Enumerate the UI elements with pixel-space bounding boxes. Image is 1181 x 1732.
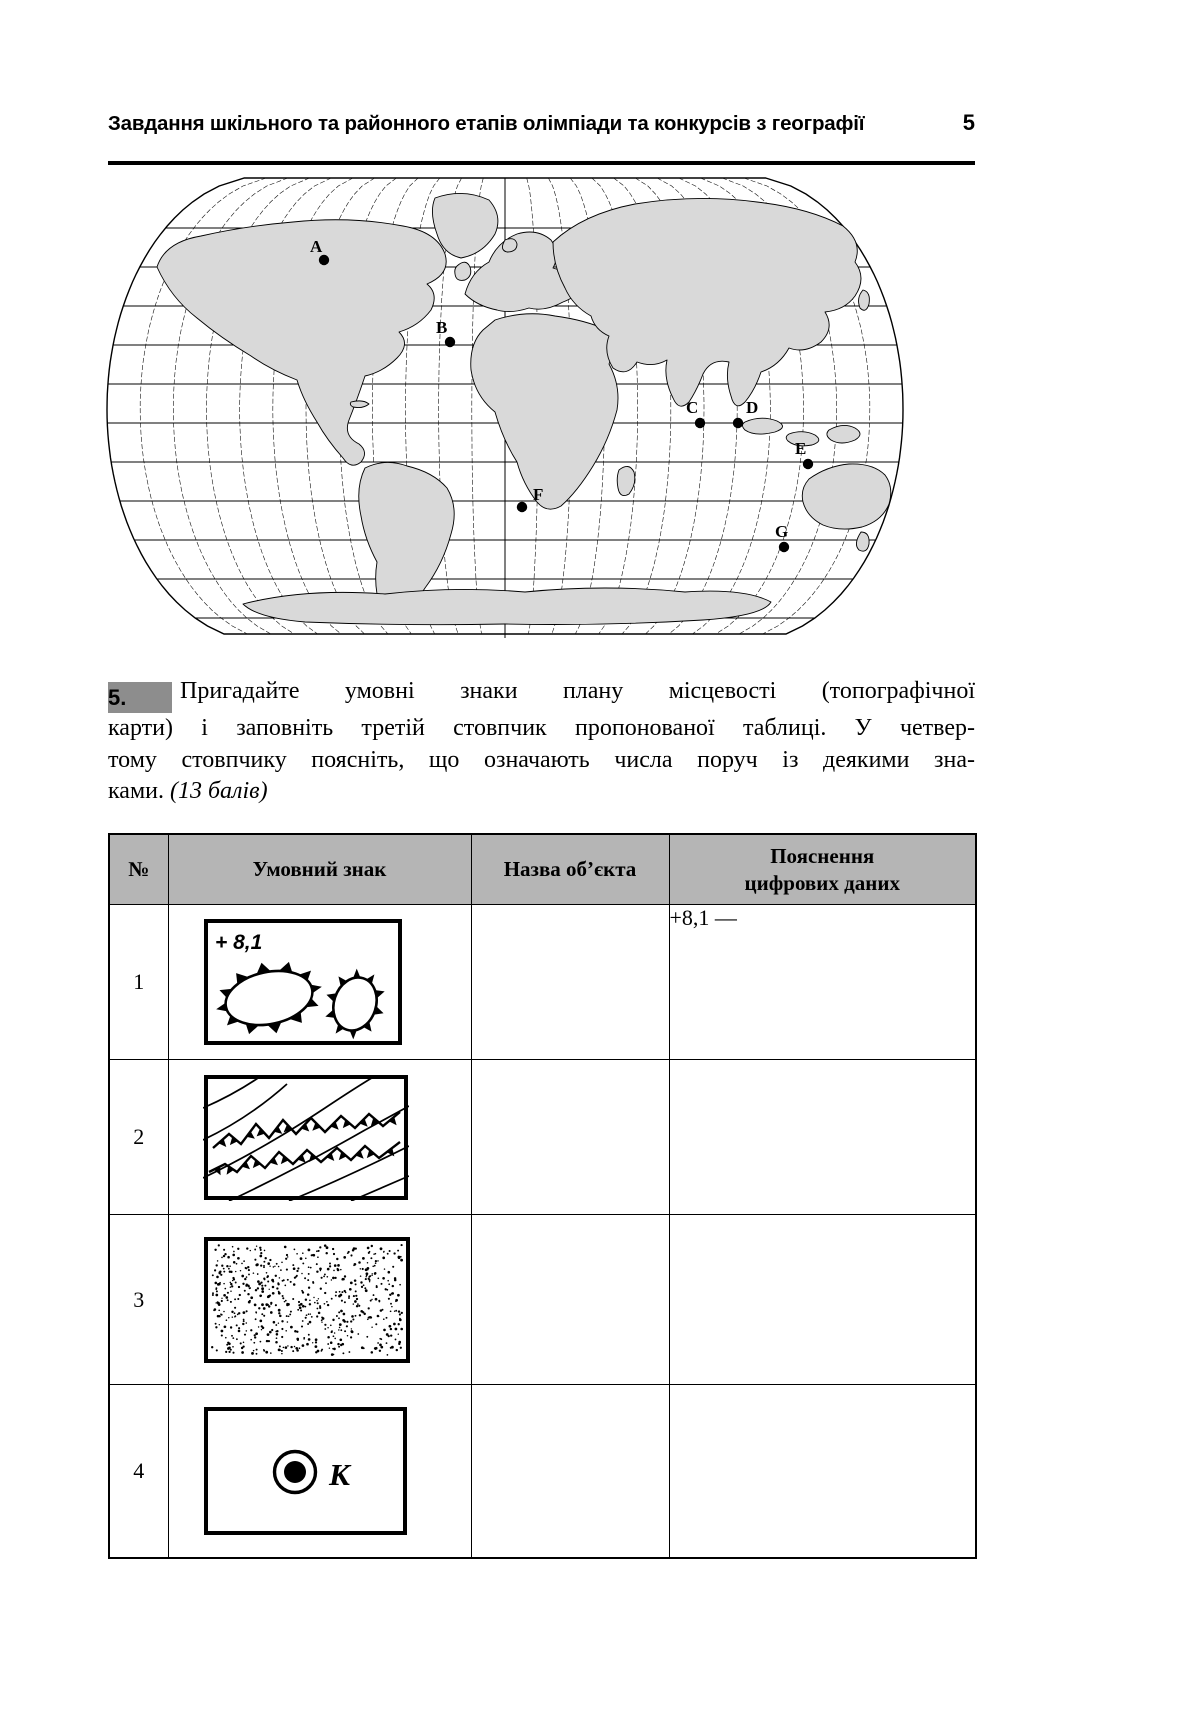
ravine-edge	[209, 1142, 400, 1172]
ravine-tooth	[218, 1138, 226, 1146]
ravine-tooth	[301, 1123, 309, 1131]
landmass	[743, 418, 783, 434]
ravine-tooth	[256, 1128, 264, 1136]
well-symbol-graphic	[203, 1406, 408, 1536]
symbol-frame	[206, 1077, 406, 1198]
map-point-label: F	[533, 485, 544, 504]
landmass	[617, 466, 635, 495]
map-point-label: C	[686, 398, 699, 417]
object-name-cell[interactable]	[471, 1060, 669, 1215]
col-header-explanation: Пояснення цифрових даних	[669, 834, 976, 905]
page-number: 5	[962, 110, 975, 135]
map-point-label: D	[746, 398, 759, 417]
height-mark-text: + 8,1	[214, 931, 262, 954]
symbol-cell	[168, 1215, 471, 1385]
page-header	[108, 110, 975, 136]
landmass	[455, 262, 471, 280]
landmass	[856, 532, 869, 551]
landmass	[859, 290, 870, 310]
task-line	[108, 776, 975, 808]
task-line: карти) і заповніть третій стовпчик пропонованої таблиці. У четвер-	[108, 715, 975, 741]
symbols-table	[108, 833, 977, 1559]
task-text: Пригадайте умовні знаки плану місцевості (топографічної	[180, 678, 975, 704]
ravine-tooth	[330, 1121, 338, 1129]
map-point-dot	[319, 255, 329, 265]
ravine-tooth	[241, 1161, 249, 1169]
hillock-spike	[215, 1003, 227, 1014]
ravine-symbol-graphic	[203, 1074, 409, 1201]
map-point-label: A	[310, 237, 323, 256]
landmass	[243, 588, 771, 625]
map-point-dot	[695, 418, 705, 428]
row-number: 4	[109, 1385, 168, 1558]
ravine-drawing	[203, 1076, 409, 1201]
task-5	[108, 676, 975, 808]
ravine-tooth	[342, 1119, 350, 1127]
task-number-badge: 5.	[108, 682, 172, 713]
col-header-symbol: Умовний знак	[168, 834, 471, 905]
table-row	[109, 905, 976, 1060]
ravine-tooth	[359, 1118, 367, 1126]
explanation-cell[interactable]	[669, 1385, 976, 1558]
landmass	[471, 314, 618, 509]
hillock-spike	[310, 982, 322, 993]
task-line: тому стовпчику поясніть, що означають числа поруч із деякими зна-	[108, 746, 975, 773]
symbol-cell	[168, 1385, 471, 1558]
ravine-tooth	[312, 1122, 320, 1130]
landmass	[802, 464, 891, 529]
map-point-dot	[517, 502, 527, 512]
landmass	[827, 425, 860, 443]
row-number: 1	[109, 905, 168, 1060]
map-point-dot	[733, 418, 743, 428]
task-score: (13 балів)	[169, 778, 268, 804]
ravine-tooth	[388, 1116, 396, 1124]
object-name-cell[interactable]	[471, 1215, 669, 1385]
landmass	[157, 220, 446, 465]
map-point-label: B	[436, 318, 448, 337]
running-head: Завдання шкільного та районного етапів олімпіади та конкурсів з географії	[108, 112, 865, 135]
col-header-object-name: Назва об’єкта	[471, 834, 669, 905]
well-inner-dot	[284, 1461, 306, 1483]
ravine-tooth	[366, 1149, 374, 1157]
sand-stipple	[211, 1244, 403, 1356]
table-header-row	[109, 834, 976, 905]
explanation-cell[interactable]: +8,1 —	[669, 905, 976, 1060]
table-row	[109, 1060, 976, 1215]
world-map	[105, 172, 905, 642]
map-point-label: E	[795, 439, 807, 458]
ravine-tooth	[297, 1154, 305, 1162]
table-row	[109, 1215, 976, 1385]
map-point-dot	[445, 337, 455, 347]
hillocks-symbol-graphic	[203, 918, 403, 1046]
continents	[157, 193, 891, 624]
ravine-tooth	[308, 1153, 316, 1161]
object-name-cell[interactable]	[471, 905, 669, 1060]
task-text: ками.	[108, 778, 164, 804]
task-line	[108, 676, 975, 713]
landmass	[502, 239, 517, 252]
ravine-tooth	[280, 1155, 288, 1163]
map-point-label: G	[775, 522, 789, 541]
ravine-tooth	[355, 1150, 363, 1158]
landmass	[350, 401, 369, 408]
row-number: 2	[109, 1060, 168, 1215]
ravine-tooth	[252, 1159, 260, 1167]
ravine-tooth	[269, 1157, 277, 1165]
symbol-cell	[168, 905, 471, 1060]
symbol-cell	[168, 1060, 471, 1215]
map-point-dot	[803, 459, 813, 469]
hillock-oval	[326, 972, 383, 1036]
map-point-dot	[779, 542, 789, 552]
explanation-cell[interactable]	[669, 1060, 976, 1215]
ravine-tooth	[326, 1152, 334, 1160]
ravine-tooth	[338, 1151, 346, 1159]
ravine-tooth	[229, 1136, 237, 1144]
explanation-cell[interactable]	[669, 1215, 976, 1385]
col-header-number: №	[109, 834, 168, 905]
well-letter-text: К	[328, 1456, 350, 1492]
sand-symbol-graphic	[203, 1236, 411, 1364]
contour-line	[203, 1076, 261, 1108]
row-number: 3	[109, 1215, 168, 1385]
table-row	[109, 1385, 976, 1558]
object-name-cell[interactable]	[471, 1385, 669, 1558]
header-rule	[108, 161, 975, 165]
